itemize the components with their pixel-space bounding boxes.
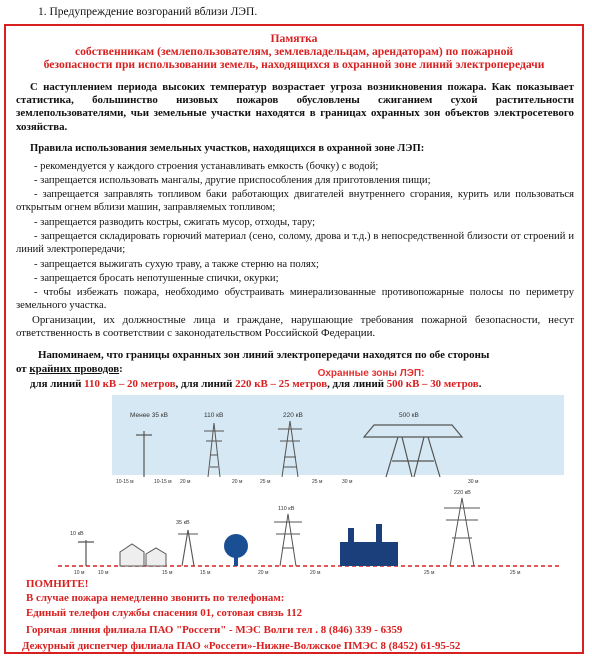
remember-line-1: В случае пожара немедленно звонить по телефонам: [26, 592, 285, 604]
rule-item: - запрещается бросать непотушенные спички, окурки; [34, 273, 279, 284]
tower-label-35: Менее 35 кВ [130, 412, 168, 419]
dim-label: 20 м [180, 479, 191, 485]
rule-item: - чтобы избежать пожара, необходимо обустраивать минерализованные противопожарные полосы по периметру земельного участка. [16, 287, 574, 311]
label-220kv: 220 кВ [454, 490, 471, 496]
rules-title: Правила использования земельных участков, находящихся в охранной зоне ЛЭП: [30, 143, 425, 154]
liability-paragraph: Организации, их должностные лица и граждане, нарушающие требования пожарной безопасности, несут ответственность в соответствии с законодательством Российской Федерации. [16, 314, 574, 340]
zones-prefix-2: , для линий [175, 378, 236, 390]
section-heading: 1. Предупреждение возгораний вблизи ЛЭП. [38, 6, 258, 18]
tower-zones-diagram [112, 395, 564, 487]
rule-item: - запрещается использовать мангалы, другие приспособления для приготовления пищи; [34, 175, 431, 186]
dim-label: 10 м [74, 570, 85, 576]
label-110kv: 110 кВ [278, 506, 295, 512]
reminder-line-2 [16, 363, 574, 376]
reminder-prefix: от [16, 363, 30, 375]
tree-icon [224, 534, 248, 566]
dim-label: 10 м [98, 570, 109, 576]
intro-paragraph: С наступлением периода высоких температур возрастает угроза возникновения пожара. Как показывает статистика, большинство низовых пожаров обусловлены сжиганием сухой растительности землепользователями, чьи земельные участки находятся в границах охранных зон объектов электросетевого хозяйства. [16, 81, 574, 133]
dim-label: 25 м [312, 479, 323, 485]
memo-title: Памятка [270, 32, 318, 45]
zone-220: 220 кВ – 25 метров [235, 378, 328, 390]
rule-item: - запрещается складировать горючий материал (сено, солому, дрова и т.д.) в непосредственной близости от строений и линий электропередачи; [16, 231, 574, 255]
memo-subtitle-2: безопасности при использовании земель, находящихся в охранной зоне линий электропередачи [43, 58, 545, 71]
remember-line-3: Горячая линия филиала ПАО "Россети" - МЭС Волги тел . 8 (846) 339 - 6359 [26, 624, 403, 636]
dim-label: 15 м [162, 570, 173, 576]
tower-220kv-icon [444, 498, 480, 566]
remember-line-2: Единый телефон службы спасения 01, сотовая связь 112 [26, 607, 303, 619]
label-10kv: 10 кВ [70, 531, 84, 537]
zones-end: . [478, 378, 482, 390]
houses-icon [120, 544, 166, 566]
dim-label: 30 м [342, 479, 353, 485]
reminder-colon: : [119, 363, 123, 375]
dim-label: 20 м [258, 570, 269, 576]
diagram-title: Охранные зоны ЛЭП: [317, 368, 425, 379]
rule-item: - запрещается выжигать сухую траву, а также стерню на полях; [34, 259, 319, 270]
reminder-underlined: крайних проводов [29, 363, 120, 375]
zone-110: 110 кВ – 20 метров [84, 378, 176, 390]
dim-label: 20 м [232, 479, 243, 485]
reminder-line-1: Напоминаем, что границы охранных зон линий электропередачи находятся по обе стороны [38, 349, 490, 361]
dim-label: 25 м [424, 570, 435, 576]
rule-item: - рекомендуется у каждого строения устанавливать емкость (бочку) с водой; [34, 161, 379, 172]
pole-10kv-icon [78, 540, 94, 566]
tower-label-110: 110 кВ [204, 412, 224, 419]
dim-label: 20 м [310, 570, 321, 576]
zones-prefix-3: , для линий [327, 378, 387, 390]
tower-label-500: 500 кВ [399, 412, 419, 419]
dim-label: 25 м [510, 570, 521, 576]
factory-icon [340, 524, 398, 566]
remember-title: ПОМНИТЕ! [26, 578, 89, 590]
dim-label: 10-15 м [116, 479, 134, 485]
tower-110kv-icon [274, 514, 302, 566]
bottom-dimensions [74, 570, 521, 576]
dim-label: 25 м [260, 479, 271, 485]
zones-line [30, 378, 588, 391]
tower-35kv-icon [178, 530, 198, 566]
dim-label: 15 м [200, 570, 211, 576]
dim-label: 10-15 м [154, 479, 172, 485]
rule-item: - запрещается заправлять топливом баки работающих двигателей внутреннего сгорания, курить или пользоваться открытым огнем вблизи машин, заправляемых топливом; [16, 189, 574, 213]
scene-zones-diagram [58, 490, 560, 578]
rule-item: - запрещается разводить костры, сжигать мусор, отходы, тару; [34, 217, 316, 228]
label-35kv: 35 кВ [176, 520, 190, 526]
dim-label: 30 м [468, 479, 479, 485]
tower-label-220: 220 кВ [283, 412, 303, 419]
memo-subtitle-1: собственникам (землепользователям, землевладельцам, арендаторам) по пожарной [74, 45, 514, 58]
remember-line-4: Дежурный диспетчер филиала ПАО «Россети»-Нижне-Волжское ПМЭС 8 (8452) 61-95-52 [22, 640, 461, 652]
zones-prefix-1: для линий [30, 378, 85, 390]
zone-500: 500 кВ – 30 метров [386, 378, 479, 390]
